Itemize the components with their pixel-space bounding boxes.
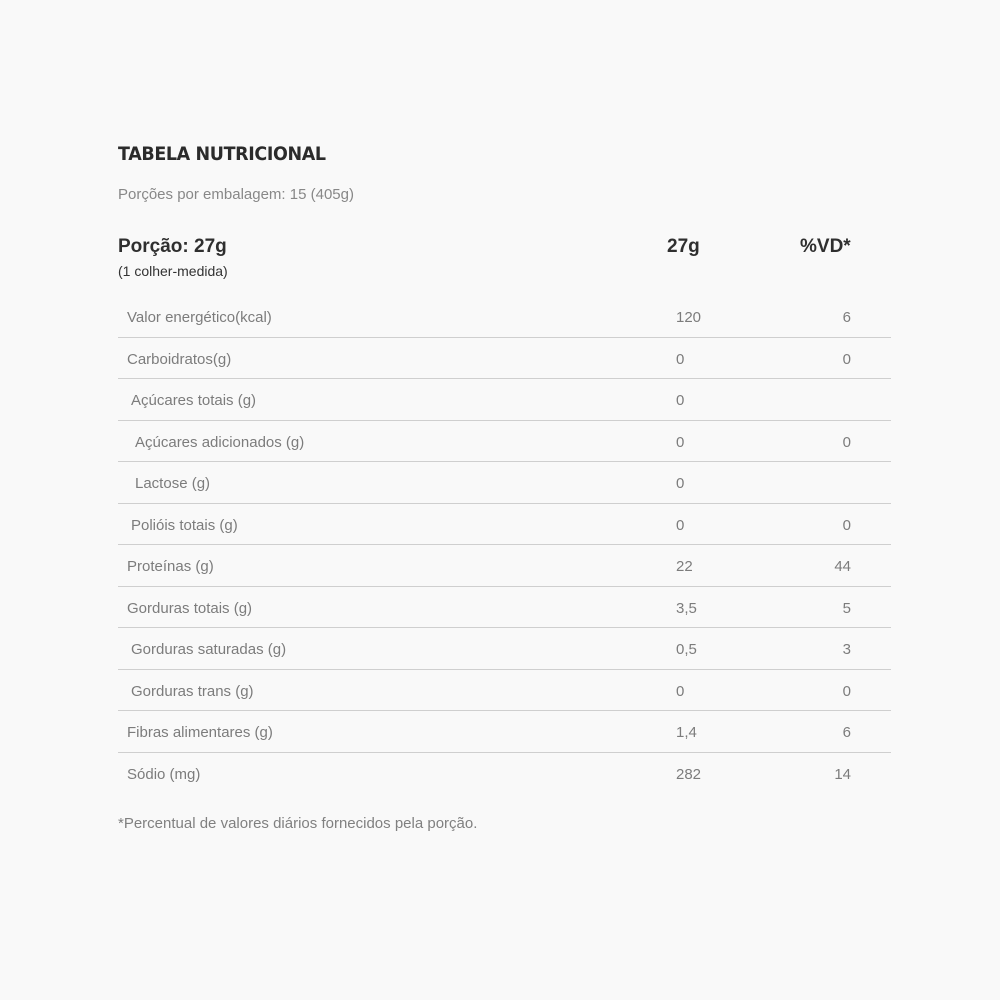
nutrient-vd: 44 <box>834 558 851 575</box>
nutrient-name: Açúcares totais (g) <box>131 392 257 409</box>
nutrient-name: Valor energético(kcal) <box>127 309 272 326</box>
nutrient-amount: 3,5 <box>676 599 697 617</box>
nutrient-amount: 0 <box>676 516 685 534</box>
table-row <box>118 338 891 380</box>
nutrient-vd: 0 <box>842 682 851 700</box>
page-title: TABELA NUTRICIONAL <box>118 143 326 165</box>
table-row <box>118 504 891 546</box>
column-header-amount: 27g <box>667 236 700 257</box>
nutrient-rows <box>118 296 891 794</box>
nutrient-name: Proteínas (g) <box>127 558 214 575</box>
nutrient-amount: 0 <box>676 682 685 700</box>
nutrient-name: Lactose (g) <box>135 475 211 492</box>
table-row <box>118 628 891 670</box>
table-row <box>118 670 891 712</box>
portion-sublabel: (1 colher-medida) <box>118 263 228 279</box>
nutrient-amount: 0,5 <box>676 641 697 658</box>
nutrient-vd: 6 <box>842 724 851 741</box>
nutrient-amount: 0 <box>676 475 685 492</box>
table-row <box>118 545 891 587</box>
nutrient-vd: 3 <box>842 641 851 658</box>
table-row <box>118 711 891 753</box>
nutrient-vd: 0 <box>842 516 851 534</box>
nutrient-name: Gorduras totais (g) <box>127 599 253 617</box>
nutrient-amount: 0 <box>676 350 685 368</box>
nutrient-vd: 14 <box>834 765 851 783</box>
nutrient-amount: 0 <box>676 392 685 409</box>
nutrient-name: Sódio (mg) <box>127 765 201 783</box>
table-row <box>118 462 891 504</box>
nutrient-name: Polióis totais (g) <box>131 516 238 534</box>
nutrient-name: Gorduras saturadas (g) <box>131 641 287 658</box>
table-row <box>118 587 891 629</box>
table-row <box>118 379 891 421</box>
nutrient-name: Gorduras trans (g) <box>131 682 254 700</box>
portion-label: Porção: 27g <box>118 236 227 257</box>
nutrient-amount: 0 <box>676 433 685 451</box>
nutrient-amount: 22 <box>676 558 693 575</box>
servings-per-package: Porções por embalagem: 15 (405g) <box>118 186 354 203</box>
nutrient-amount: 120 <box>676 309 702 326</box>
nutrient-vd: 0 <box>842 350 851 368</box>
nutrient-name: Carboidratos(g) <box>127 350 232 368</box>
table-row <box>118 296 891 338</box>
table-row <box>118 421 891 463</box>
footnote: *Percentual de valores diários fornecidos pela porção. <box>118 815 478 832</box>
column-header-vd: %VD* <box>800 236 851 257</box>
nutrient-amount: 1,4 <box>676 724 697 741</box>
table-row <box>118 753 891 795</box>
nutrient-amount: 282 <box>676 765 702 783</box>
nutrient-name: Fibras alimentares (g) <box>127 724 273 741</box>
nutrient-vd: 5 <box>842 599 851 617</box>
nutrient-name: Açúcares adicionados (g) <box>135 433 305 451</box>
nutrient-vd: 0 <box>842 433 851 451</box>
nutrient-vd: 6 <box>842 309 851 326</box>
